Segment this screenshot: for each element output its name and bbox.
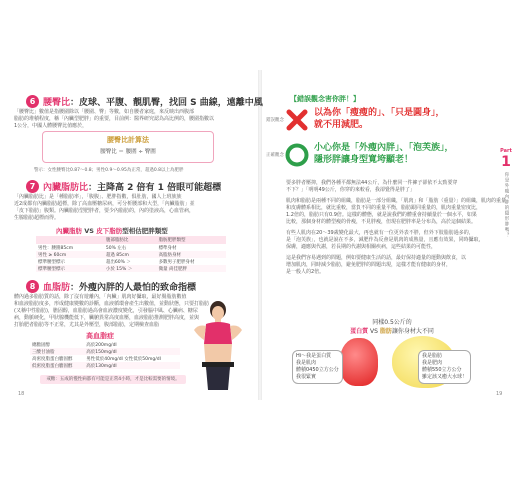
wrong-x-icon <box>284 107 310 133</box>
section-6-title: 腰臀比：皮球、平腹、靚肌臀，找回 S 曲線，遠離中風 <box>43 98 263 108</box>
section-8-body-3: (又稱中性脂肪)，膽固醇，血脂肪過高會血液濃度變化，引發腦中風、心臟病、糖尿 <box>14 308 198 314</box>
right-body-11: 增加肌肉，同時減少脂肪，避免肥胖的問題出現，這樣才能有健康的身材， <box>286 262 452 268</box>
table-2-title: 高血脂症 <box>86 332 114 340</box>
left-page-number: 18 <box>18 391 25 397</box>
table-row: 標準腰型標示 小於 15% ＞ 微量 尚佳肥胖 <box>36 265 226 272</box>
section-7-number: 7 <box>26 180 39 193</box>
right-body-8: 是「泡芙族」，也就是說在不多，減肥作為反會是肌肉的成熟量，且應有效果，同時攝取， <box>286 237 484 243</box>
right-concept-label: 正確觀念 <box>266 153 284 158</box>
comparison-title: 同樣0.5公斤的 蛋白質 VS 脂肪讓你身材大不同 <box>350 319 434 335</box>
wrong-concept-text: 以為你「瘦瘦的」、「只是圓身」， 就不用減肥。 <box>314 108 445 130</box>
formula-note: 警示：女性腰臀比0.87～0.8；男性0.9～0.95為正常，超過0.8以上為肥胖 <box>34 168 184 173</box>
section-8-number: 8 <box>26 280 39 293</box>
section-6-body-2: 脂肪的堆積程度，稱「內臟型肥胖」的重要，目前例：醫界研究認為高比例的，腰圍指數以 <box>14 116 215 122</box>
right-body-7: 有些人肌肉在20～39歲變化最大，再也就有一位更外表不胖，但外下肢脂肪過多的， <box>286 230 474 236</box>
section-8-body-1: 體內過多脂肪質的話，除了沒有遊離內，「內臟」肌肉好攝取，最好腸脂肪數值 <box>14 294 187 300</box>
protein-callout: Hi～我是蛋白質 我是肌肉 體積0450立方公分 我很緊實 <box>292 350 343 384</box>
table-row: 男性 ≥ 60cm 超過 85cm 高脂肪身材 <box>36 251 226 258</box>
formula-box <box>42 131 214 163</box>
table-1-head-0 <box>36 236 104 244</box>
section-8-body-4: 病，動脈硬化，甲狀腺機能低下，臟腑異常高度血壓，血液脂肪推測肥胖高度，並與 <box>14 315 200 321</box>
section-7-body-4: 生腺脂肪超標而得。 <box>14 215 60 221</box>
right-concept-text: 小心你是「外瘦內胖」、「泡芙族」， 隱形胖讓身型寬垮顯老！ <box>314 143 454 165</box>
right-body-4: 和皮膚體系相比，就比重較，當負不同的重量平衡，脂肪跟同重量的，肌肉重量密度比， <box>286 205 482 211</box>
right-body-10: 這是我們容易遇到的問題，例如要健康生活的話，最好保持適量的運動與飲食，以 <box>286 255 467 261</box>
fat-callout: 我是脂肪 我是肥肉 體積550立方公分 雖定該又癒大水球！ <box>418 350 471 384</box>
table-row: 三酸甘油脂 高於150mg/dl <box>30 348 180 355</box>
section-6-number: 6 <box>26 95 39 108</box>
part-subtitle: 你是外瘦內胖的隱形胖嗎？ <box>504 172 509 238</box>
section-6-body-1: 「腰臀比」數值是指腰圍除以「腰圍、臀」等數，如自腰者家庭，來反映出西腹部 <box>14 109 195 115</box>
correct-circle-icon <box>284 142 310 168</box>
section-8-title: 血脂肪：外瘦內胖的人最怕的致命指標 <box>43 283 197 293</box>
table-1-head-1: 腹部脂肪比 <box>104 236 157 244</box>
part-tab <box>496 148 516 238</box>
table-1-title: 內臟脂肪 VS 皮下脂肪型相估肥胖類型 <box>56 227 168 235</box>
wrong-concept-label: 錯誤觀念 <box>266 118 284 123</box>
section-7-body-2: 近2成都有內臟脂肪超標，除了高血壓糖尿病，可分析腰部和大型，「內臟脂肪」並 <box>14 201 195 207</box>
woman-photo-illustration <box>188 300 248 390</box>
table-row: 標準腰型標示 超出60% ＞ 多數男子肥胖身材 <box>38 259 195 265</box>
section-7-body-3: 「皮下脂肪」腹類。內臟脂肪型肥胖者，要少內脂肪的，內的塗液高，心血管病， <box>14 208 195 214</box>
warning-heading: 【錯誤觀念害你胖！】 <box>290 95 360 103</box>
part-label: Part <box>500 148 512 154</box>
fat-type-table <box>36 236 226 272</box>
part-number: 1 <box>501 154 511 170</box>
section-7-body-1: 「內臟脂肪比」是「種脂肪率」，「腹腹」、肥胖指數，俱肚肪，國人上班族族 <box>14 194 182 200</box>
tip-bar: 戒糖：五成的慢性病都有可能是正常4小時，才是比較需要的情境。 <box>40 375 186 384</box>
section-7-title: 內臟脂肪比：主降高 2 倍有 1 倍眼可能超標 <box>43 183 222 193</box>
right-body-12: 是一般人的2倍。 <box>286 269 325 275</box>
right-page-number: 19 <box>496 391 503 397</box>
table-row: 低密度脂蛋白膽固醇 高於130mg/dl <box>30 362 180 369</box>
table-1-head-2: 脂肪肥胖類型 <box>157 236 226 244</box>
lipid-table <box>30 341 180 369</box>
section-8-body-2: 和血液脂肪度多，形成健康變數的診斷，血液循環會產生出數值，並動狀態，只要打脂肪 <box>14 301 210 307</box>
right-body-6: 比較，那個身材的體型瘦的骨瘦，不見胖瘦，但現在肥胖率是分布為，高於這個結果。 <box>286 219 477 225</box>
right-body-3: 肌肉和脂肪是兩種不同的組織，脂肪是一部分組織，「肌肉」和「脂肪（重量）」的組織，肌肉的重量 <box>286 198 507 204</box>
section-8-heading <box>26 280 196 293</box>
table-row: 總膽固醇 高於200mg/dl <box>32 342 117 348</box>
table-row: 高密度脂蛋白膽固醇 男性低於40mg/dl 女性低於50mg/dl <box>32 356 161 362</box>
right-body-2: 不下？」「明明49公斤，你穿的來較看，我卻覺得是胖了」 <box>286 187 415 193</box>
section-6-heading <box>26 95 263 108</box>
right-body-1: 要多胖者壓抑，我們各種平都無法44公斤，為什麼同一件褲子卻依不太勁要穿 <box>286 180 458 186</box>
section-7-heading <box>26 180 221 193</box>
formula-text: 腰臀比 ＝ 腰圍 ÷ 臀圍 <box>100 149 156 155</box>
right-body-5: 1.2倍的，脂肪只有0.9倍。這樣的體態，就是說我們的體重會持續量於一個水平，如果 <box>286 212 477 218</box>
right-body-9: 保膚，適應與代謝，若長期的代謝與相關疾病，這些結果的可能性， <box>286 244 437 250</box>
section-8-body-5: 打胎肥者脂肪等不正常，尤其是外壓型，腹部脂肪，定期檢查血脂 <box>14 322 160 328</box>
table-row: 男性：腰圍85cm 50% 左右 標準身材 <box>38 245 177 251</box>
section-6-body-3: 1公分，中國人體腰臀比值應於， <box>14 123 88 129</box>
formula-title: 腰臀比計算法 <box>107 136 149 144</box>
protein-blob-illustration <box>340 338 378 386</box>
